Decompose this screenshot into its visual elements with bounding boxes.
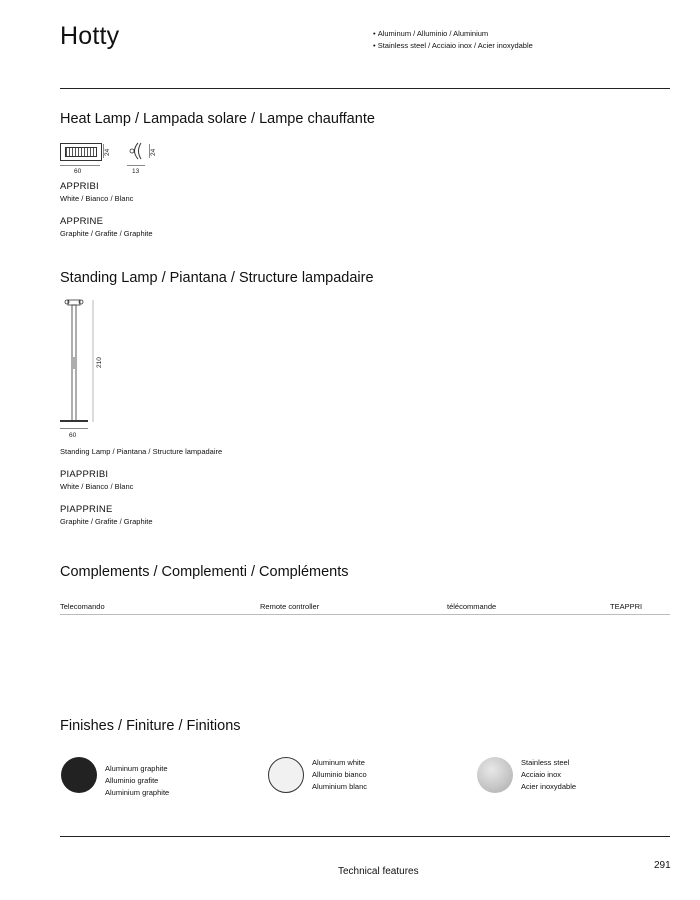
footer-divider bbox=[60, 836, 670, 837]
material-item: • Aluminum / Alluminio / Aluminium bbox=[373, 28, 533, 40]
complements-divider bbox=[60, 614, 670, 615]
heat-lamp-width: 60 bbox=[74, 168, 82, 175]
variant-color: Graphite / Grafite / Graphite bbox=[60, 517, 153, 526]
complement-name-it: Telecomando bbox=[60, 602, 105, 611]
standing-lamp-heading: Standing Lamp / Piantana / Structure lampadaire bbox=[60, 270, 374, 286]
complement-code: TEAPPRI bbox=[610, 602, 643, 611]
finish-names bbox=[312, 757, 367, 793]
depth-dimension-line bbox=[127, 165, 145, 166]
finish-name: Aluminum graphite bbox=[105, 764, 168, 773]
complements-heading: Complements / Complementi / Compléments bbox=[60, 564, 349, 580]
footer-section-title: Technical features bbox=[338, 866, 419, 877]
product-title: Hotty bbox=[60, 22, 120, 50]
base-dimension-line bbox=[60, 428, 88, 429]
variant-code: PIAPPRIBI bbox=[60, 469, 109, 480]
page-number: 291 bbox=[654, 860, 671, 871]
standing-lamp-caption: Standing Lamp / Piantana / Structure lampadaire bbox=[60, 447, 223, 456]
heat-lamp-depth: 13 bbox=[132, 168, 140, 175]
standing-lamp-height: 210 bbox=[96, 357, 103, 368]
heat-lamp-side-height: 24 bbox=[150, 148, 157, 156]
variant-code: PIAPPRINE bbox=[60, 504, 113, 515]
finish-name: Acier inoxydable bbox=[521, 782, 577, 791]
variant-color: Graphite / Grafite / Graphite bbox=[60, 229, 153, 238]
variant-color: White / Bianco / Blanc bbox=[60, 194, 134, 203]
heat-lamp-side-drawing bbox=[126, 142, 150, 160]
complement-name-fr: télécommande bbox=[447, 602, 497, 611]
finish-name: Alluminio bianco bbox=[312, 770, 367, 779]
finish-names bbox=[105, 763, 169, 799]
variant-code: APPRINE bbox=[60, 216, 104, 227]
finish-swatch bbox=[268, 757, 304, 793]
finish-name: Aluminium blanc bbox=[312, 782, 368, 791]
finish-name: Alluminio grafite bbox=[105, 776, 159, 785]
standing-lamp-base: 60 bbox=[69, 432, 77, 439]
header-divider bbox=[60, 88, 670, 89]
material-item: • Stainless steel / Acciaio inox / Acier inoxydable bbox=[373, 40, 533, 52]
finish-name: Aluminum white bbox=[312, 758, 365, 767]
finish-swatch bbox=[61, 757, 97, 793]
materials-list bbox=[373, 28, 533, 52]
finish-name: Acciaio inox bbox=[521, 770, 562, 779]
variant-color: White / Bianco / Blanc bbox=[60, 482, 134, 491]
variant-code: APPRIBI bbox=[60, 181, 99, 192]
finish-name: Aluminium graphite bbox=[105, 788, 170, 797]
heat-lamp-height: 24 bbox=[104, 148, 111, 156]
heat-lamp-front-drawing bbox=[60, 143, 102, 161]
finishes-heading: Finishes / Finiture / Finitions bbox=[60, 718, 241, 734]
finish-names bbox=[521, 757, 576, 793]
heat-lamp-heading: Heat Lamp / Lampada solare / Lampe chauffante bbox=[60, 111, 375, 127]
width-dimension-line bbox=[60, 165, 100, 166]
complement-name-en: Remote controller bbox=[260, 602, 320, 611]
finish-name: Stainless steel bbox=[521, 758, 570, 767]
finish-swatch bbox=[477, 757, 513, 793]
